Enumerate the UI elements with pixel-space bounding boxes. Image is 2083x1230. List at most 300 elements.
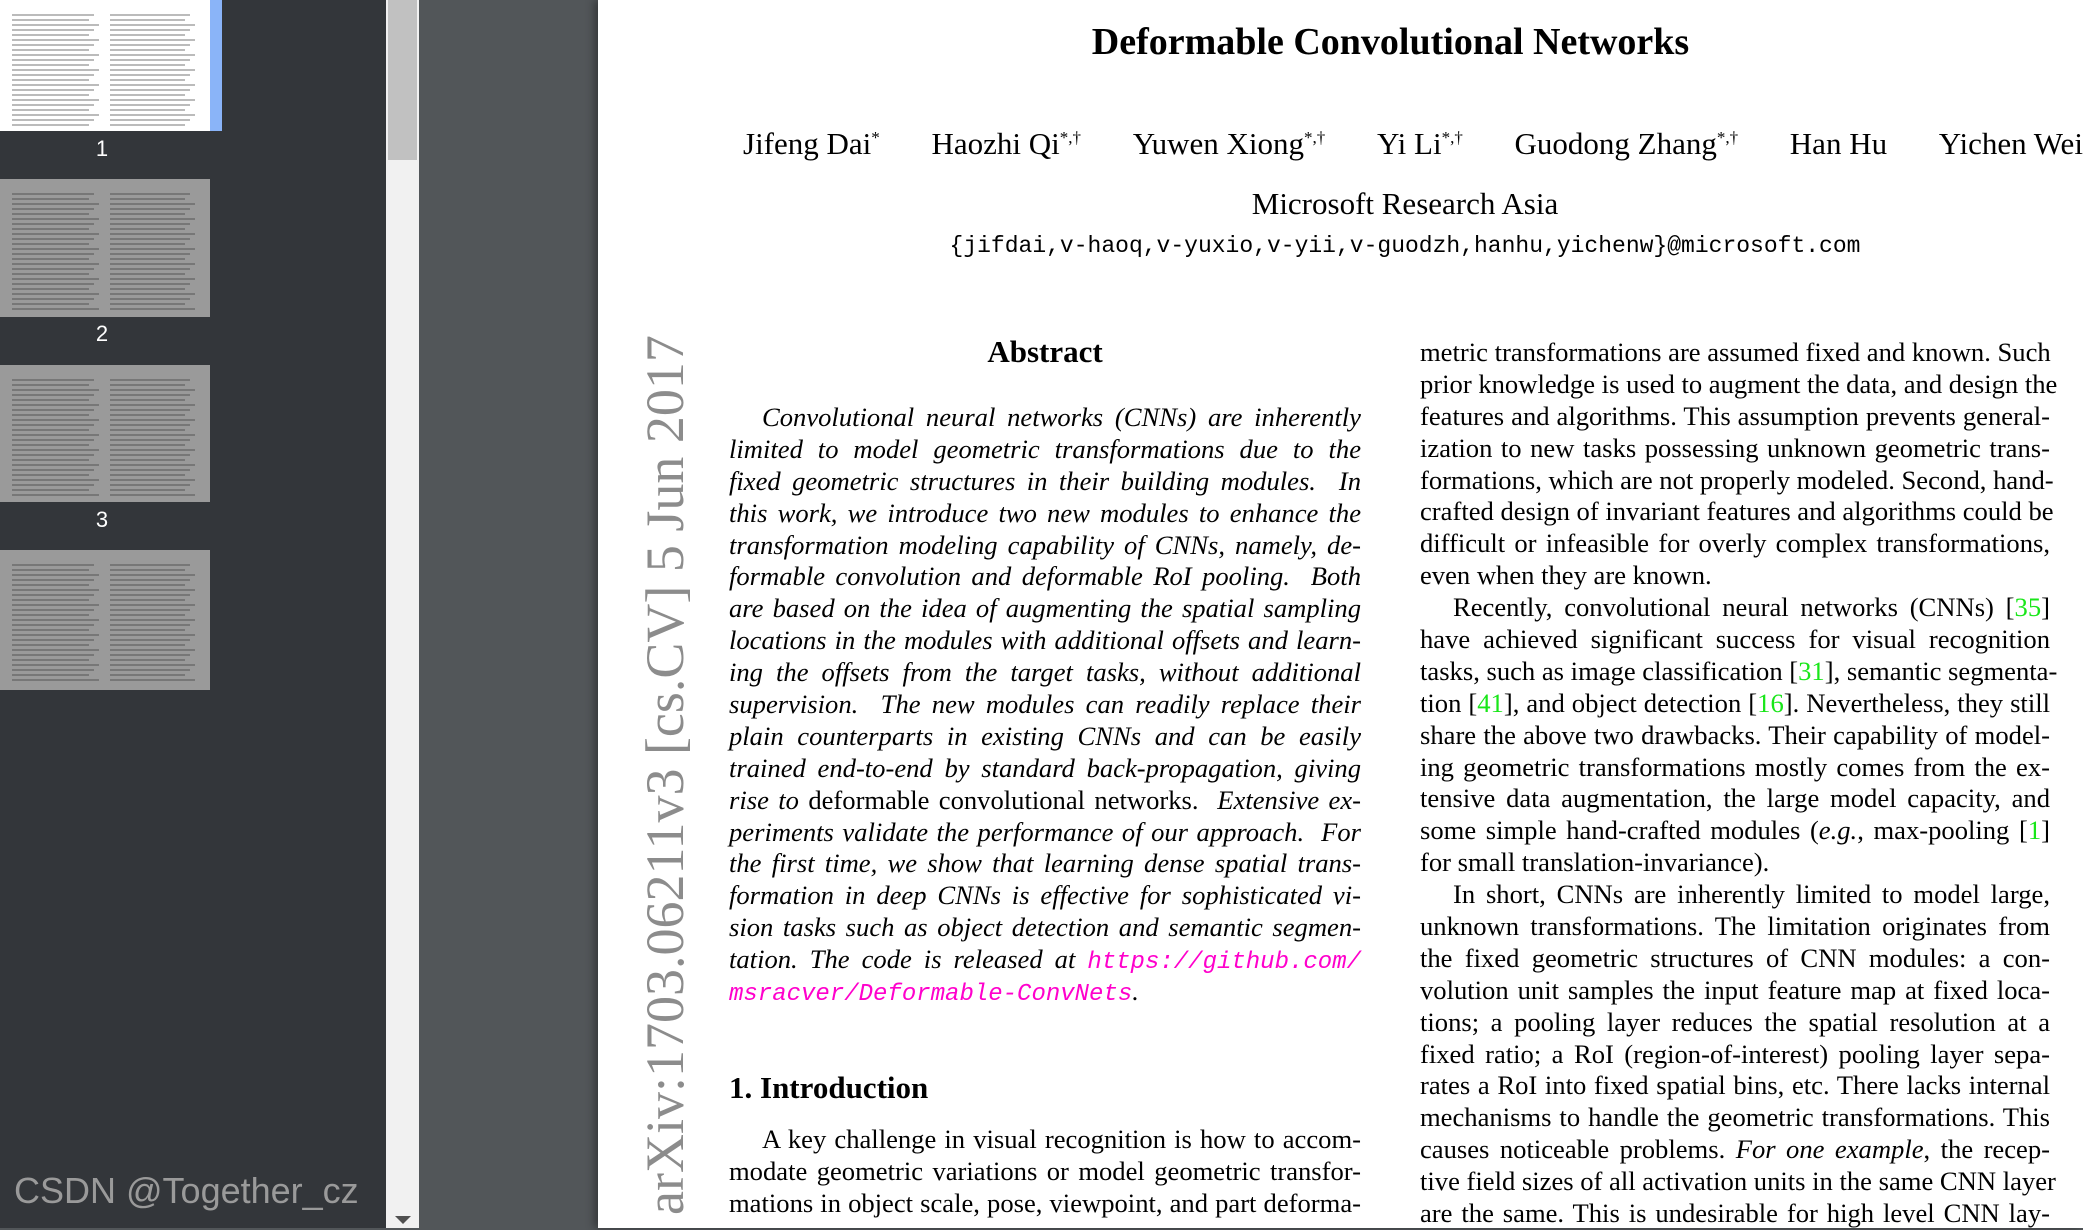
thumbnail-text-line xyxy=(110,379,190,381)
thumbnail-text-line xyxy=(12,228,89,230)
text-segment: supervision. The new modules can readily replace their xyxy=(729,689,1361,720)
text-segment: unknown transformations. The limitation originates from xyxy=(1420,911,2050,942)
thumbnail-text-line xyxy=(12,494,99,496)
author-name: Yuwen Xiong xyxy=(1132,126,1305,161)
thumbnail-text-line xyxy=(12,594,94,596)
thumbnail-text-line xyxy=(12,664,99,666)
watermark: CSDN @Together_cz xyxy=(14,1170,359,1211)
thumbnail-text-line xyxy=(110,213,185,215)
text-segment: ], and object detection [ xyxy=(1503,687,1758,718)
text-line xyxy=(1420,1007,2050,1039)
text-line xyxy=(1420,624,2050,656)
thumbnail-text-line xyxy=(110,223,190,225)
thumbnail-text-line xyxy=(110,64,185,66)
thumbnail-text-line xyxy=(12,208,94,210)
text-segment: ]. Nevertheless, they still xyxy=(1783,687,2050,718)
text-segment: fixed geometric structures in their building modules. In xyxy=(729,465,1361,496)
thumbnail-text-line xyxy=(12,629,89,631)
text-line xyxy=(729,657,1361,689)
text-line xyxy=(729,434,1361,466)
thumbnail-text-line xyxy=(12,119,94,121)
thumbnail-text-line xyxy=(12,218,99,220)
scrollbar-thumb[interactable] xyxy=(388,0,417,160)
thumbnail-text-line xyxy=(110,283,190,285)
thumbnail-text-line xyxy=(12,74,94,76)
thumbnail-text-line xyxy=(12,14,94,16)
text-segment: the first time, we show that learning dense spatial trans- xyxy=(729,848,1361,879)
thumbnail-text-line xyxy=(12,84,99,86)
thumbnail-text-line xyxy=(12,489,89,491)
thumbnail-text-line xyxy=(110,119,190,121)
text-segment: tensive data augmentation, the large model capacity, and xyxy=(1420,783,2050,814)
author-affiliation-mark: *,† xyxy=(1441,127,1463,147)
text-line xyxy=(729,721,1361,753)
thumbnail-text-line xyxy=(12,674,89,676)
thumbnail-text-line xyxy=(110,384,185,386)
thumbnail-text-line xyxy=(110,429,185,431)
thumbnail-text-line xyxy=(12,293,99,295)
text-line xyxy=(1420,879,2050,911)
code-url-link[interactable]: https://github.com/ xyxy=(1087,949,1361,977)
text-line xyxy=(729,1124,1361,1156)
thumbnail-text-line xyxy=(12,659,89,661)
text-segment: Extensive ex- xyxy=(1198,784,1362,815)
thumbnail-text-line xyxy=(110,409,190,411)
thumbnail-text-line xyxy=(12,39,99,41)
thumbnail-text-line xyxy=(12,579,94,581)
text-line xyxy=(1420,1166,2056,1198)
text-line xyxy=(1420,1070,2050,1102)
text-segment: mations in object scale, pose, viewpoint, and part deforma- xyxy=(729,1187,1361,1218)
thumbnail-text-line xyxy=(12,419,99,421)
text-segment: periments validate the performance of our approach. For xyxy=(729,816,1361,847)
thumbnail-text-line xyxy=(12,109,89,111)
thumbnail-text-line xyxy=(110,84,195,86)
thumbnail-text-line xyxy=(110,44,190,46)
thumbnail-text-line xyxy=(110,629,185,631)
thumbnail-text-line xyxy=(110,24,195,26)
thumbnail-text-line xyxy=(12,59,94,61)
text-line xyxy=(729,1188,1361,1220)
thumbnail-text-line xyxy=(110,308,195,310)
thumbnail-text-line xyxy=(110,253,190,255)
text-line xyxy=(729,912,1361,944)
text-line xyxy=(1420,815,2050,847)
thumbnail-text-line xyxy=(110,464,195,466)
thumbnail-text-line xyxy=(110,208,190,210)
author-emails: {jifdai,v-haoq,v-yuxio,v-yii,v-guodzh,hanhu,yichenw}@microsoft.com xyxy=(949,233,1861,259)
thumbnail-text-line xyxy=(110,114,195,116)
thumbnail-text-line xyxy=(12,459,89,461)
thumbnail-text-line xyxy=(12,604,99,606)
thumbnail-text-line xyxy=(110,424,190,426)
text-segment: tion [ xyxy=(1420,687,1478,718)
thumbnail-text-line xyxy=(110,19,185,21)
page-thumbnail-3[interactable] xyxy=(0,365,210,502)
thumbnail-text-line xyxy=(110,124,185,126)
thumbnail-text-line xyxy=(110,574,195,576)
text-segment: features and algorithms. This assumption prevents general- xyxy=(1420,400,2050,431)
thumbnail-text-line xyxy=(110,659,185,661)
thumbnail-text-line xyxy=(12,439,94,441)
thumbnail-text-line xyxy=(110,34,185,36)
pdf-page xyxy=(598,0,2083,1228)
thumbnail-text-line xyxy=(12,614,89,616)
thumbnail-text-line xyxy=(12,278,99,280)
thumbnail-text-line xyxy=(12,283,94,285)
thumbnail-text-line xyxy=(12,104,94,106)
thumbnail-text-line xyxy=(12,569,89,571)
thumbnail-text-line xyxy=(12,54,99,56)
thumbnail-text-line xyxy=(110,644,185,646)
text-segment: prior knowledge is used to augment the data, and design the xyxy=(1420,368,2058,399)
thumbnail-text-line xyxy=(12,29,94,31)
thumbnail-text-line xyxy=(12,384,89,386)
abstract-heading: Abstract xyxy=(987,334,1103,369)
thumbnail-text-line xyxy=(12,639,94,641)
text-line xyxy=(1420,592,2050,624)
text-segment: are based on the idea of augmenting the spatial sampling xyxy=(729,593,1361,624)
text-segment: tive field sizes of all activation units in the same CNN layer xyxy=(1420,1166,2056,1197)
thumbnail-text-line xyxy=(110,479,195,481)
thumbnail-text-line xyxy=(110,439,190,441)
author-name: Jifeng Dai xyxy=(743,126,872,161)
thumbnail-text-line xyxy=(110,278,195,280)
citation-link[interactable]: 31 xyxy=(1798,655,1825,686)
thumbnail-text-line xyxy=(110,258,185,260)
thumbnail-text-line xyxy=(12,389,99,391)
thumbnail-text-line xyxy=(12,414,89,416)
thumbnail-text-line xyxy=(12,624,94,626)
sidebar-scrollbar[interactable] xyxy=(386,0,419,1228)
thumbnail-text-line xyxy=(110,14,190,16)
citation-link[interactable]: 16 xyxy=(1757,687,1784,718)
thumbnail-text-line xyxy=(12,469,94,471)
thumbnail-text-line xyxy=(110,288,185,290)
text-segment: Recently, convolutional neural networks (CNNs) [ xyxy=(1453,592,2015,623)
thumbnail-text-line xyxy=(110,604,195,606)
thumbnail-text-line xyxy=(110,89,190,91)
text-line xyxy=(1420,401,2050,433)
thumbnail-text-line xyxy=(12,474,89,476)
author-name: Guodong Zhang xyxy=(1514,126,1717,161)
thumbnail-text-line xyxy=(110,389,195,391)
thumbnail-text-line xyxy=(110,609,190,611)
text-segment: deformable convolutional networks. xyxy=(808,784,1199,815)
thumbnail-text-line xyxy=(110,474,185,476)
author-list xyxy=(743,126,2083,162)
thumbnail-text-line xyxy=(110,494,195,496)
thumbnail-text-line xyxy=(110,69,195,71)
thumbnail-text-line xyxy=(110,469,190,471)
thumbnail-text-line xyxy=(110,39,195,41)
text-line xyxy=(729,402,1361,434)
text-line xyxy=(729,625,1361,657)
thumbnail-text-line xyxy=(12,444,89,446)
introduction-heading: 1. Introduction xyxy=(729,1070,929,1105)
thumbnail-text-line xyxy=(110,414,185,416)
thumbnail-text-line xyxy=(12,634,99,636)
thumbnail-text-line xyxy=(110,489,185,491)
author-name: Haozhi Qi xyxy=(931,126,1060,161)
thumbnail-text-line xyxy=(12,619,99,621)
text-segment: e.g. xyxy=(1818,815,1858,846)
text-segment: difficult or infeasible for overly complex transformations, xyxy=(1420,528,2050,559)
author xyxy=(1377,126,1463,162)
text-line xyxy=(1420,911,2050,943)
text-segment: ], semantic segmenta- xyxy=(1824,655,2058,686)
thumbnail-text-line xyxy=(110,634,195,636)
thumbnail-text-line xyxy=(110,639,190,641)
text-segment: for small translation-invariance). xyxy=(1420,847,1770,878)
thumbnail-text-line xyxy=(110,404,195,406)
thumbnail-text-line xyxy=(12,243,89,245)
text-line xyxy=(1420,464,2054,497)
thumbnail-text-line xyxy=(110,109,185,111)
author-name: Yichen Wei xyxy=(1938,126,2083,161)
text-line xyxy=(1420,975,2050,1007)
text-segment: ] xyxy=(2041,815,2050,846)
text-segment: are the same. This is undesirable for high level CNN lay- xyxy=(1420,1198,2050,1229)
thumbnail-text-line xyxy=(110,589,195,591)
text-segment: the fixed geometric structures of CNN modules: a con- xyxy=(1420,942,2050,973)
thumbnail-text-line xyxy=(12,449,99,451)
text-line xyxy=(729,817,1361,849)
thumbnail-text-line xyxy=(110,394,190,396)
thumbnail-text-line xyxy=(12,69,99,71)
thumbnail-text-line xyxy=(12,584,89,586)
thumbnail-text-line xyxy=(110,654,190,656)
thumbnail-text-line xyxy=(110,263,195,265)
thumbnail-text-line xyxy=(110,624,190,626)
text-line xyxy=(729,848,1361,880)
text-segment: trained end-to-end by standard back-propagation, giving xyxy=(729,752,1361,783)
paper-title: Deformable Convolutional Networks xyxy=(1091,21,1690,63)
thumbnail-text-line xyxy=(110,649,195,651)
text-segment: tation. The code is released at xyxy=(729,944,1088,975)
text-segment: ] xyxy=(2041,592,2050,623)
thumbnail-text-line xyxy=(12,589,99,591)
citation-link[interactable]: 1 xyxy=(2027,815,2042,846)
thumbnail-text-line xyxy=(110,193,190,195)
thumbnail-text-line xyxy=(110,228,185,230)
arxiv-stamp: arXiv:1703.06211v3 [cs.CV] 5 Jun 2017 xyxy=(635,335,695,1215)
text-segment: transformation modeling capability of CNNs, namely, de- xyxy=(729,529,1361,560)
text-line xyxy=(729,498,1361,530)
thumbnail-text-line xyxy=(110,99,195,101)
thumbnail-text-line xyxy=(110,29,190,31)
text-segment: rise to xyxy=(729,784,809,815)
thumbnail-text-line xyxy=(12,454,94,456)
thumbnail-text-line xyxy=(110,104,190,106)
code-url-link[interactable]: msracver/Deformable-ConvNets xyxy=(729,981,1133,1009)
text-line xyxy=(1420,337,2050,369)
thumbnail-text-line xyxy=(12,64,89,66)
thumbnail-text-line xyxy=(12,574,99,576)
thumbnail-text-line xyxy=(12,19,89,21)
thumbnail-text-line xyxy=(12,679,99,681)
thumbnail-text-line xyxy=(12,268,94,270)
text-line xyxy=(729,880,1361,912)
thumbnail-text-line xyxy=(12,409,94,411)
text-segment: locations in the modules with additional offsets and learn- xyxy=(729,625,1361,656)
text-line xyxy=(729,561,1361,593)
thumbnail-text-line xyxy=(110,268,190,270)
right-column-text xyxy=(1420,337,2058,1230)
thumbnail-text-line xyxy=(110,664,195,666)
thumbnail-text-line xyxy=(12,114,99,116)
thumbnail-text-line xyxy=(110,459,185,461)
thumbnail-text-line xyxy=(12,238,94,240)
thumbnail-text-line xyxy=(110,203,195,205)
text-segment: tions; a pooling layer reduces the spatial resolution at a xyxy=(1420,1006,2050,1037)
text-segment: tasks, such as image classification [ xyxy=(1420,655,1799,686)
thumbnail-text-line xyxy=(12,89,94,91)
author xyxy=(1133,126,1326,162)
text-line xyxy=(1420,655,2058,688)
thumbnail-text-line xyxy=(12,99,99,101)
text-segment: this work, we introduce two new modules to enhance the xyxy=(729,497,1361,528)
thumbnail-sidebar xyxy=(0,0,386,1228)
thumbnail-text-line xyxy=(12,394,94,396)
author-name: Yi Li xyxy=(1376,126,1442,161)
thumbnail-text-line xyxy=(12,203,99,205)
author xyxy=(1790,126,1887,162)
thumbnail-text-line xyxy=(12,263,99,265)
thumbnail-text-line xyxy=(12,404,99,406)
thumbnail-text-line xyxy=(110,94,185,96)
thumbnail-text-line xyxy=(110,444,185,446)
text-segment: , the recep- xyxy=(1923,1134,2050,1165)
text-line xyxy=(1420,688,2050,720)
text-segment: metric transformations are assumed fixed and known. Such xyxy=(1420,337,2051,367)
thumbnail-text-line xyxy=(12,609,94,611)
text-segment: ization to new tasks possessing unknown geometric trans- xyxy=(1420,432,2050,463)
introduction-text xyxy=(729,1124,1361,1220)
author xyxy=(1939,126,2083,162)
text-segment: even when they are known. xyxy=(1420,560,1712,591)
text-line xyxy=(729,785,1361,817)
thumbnail-text-line xyxy=(12,644,89,646)
thumbnail-text-line xyxy=(12,49,89,51)
text-segment: A key challenge in visual recognition is how to accom- xyxy=(762,1124,1361,1154)
thumbnail-text-line xyxy=(110,434,195,436)
thumbnail-text-line xyxy=(12,298,94,300)
thumbnail-text-line xyxy=(12,484,94,486)
thumbnail-text-line xyxy=(12,248,99,250)
author xyxy=(743,126,880,162)
scroll-down-arrow-icon[interactable] xyxy=(395,1216,411,1224)
thumbnail-text-line xyxy=(12,429,89,431)
thumbnail-text-line xyxy=(12,198,89,200)
thumbnail-text-line xyxy=(110,79,185,81)
abstract-text xyxy=(729,402,1361,1008)
thumbnail-text-line xyxy=(12,273,89,275)
text-line xyxy=(729,466,1361,498)
thumbnail-text-line xyxy=(110,218,195,220)
thumbnail-text-line xyxy=(110,614,185,616)
thumbnail-text-line xyxy=(110,399,185,401)
thumbnail-text-line xyxy=(110,298,190,300)
thumbnail-text-line xyxy=(110,74,190,76)
text-segment: formations, which are not properly modeled. Second, hand- xyxy=(1420,464,2054,495)
page-thumbnail-2[interactable] xyxy=(0,179,210,317)
author-affiliation-mark: * xyxy=(871,127,880,147)
thumbnail-text-line xyxy=(12,654,94,656)
text-segment: rates a RoI into fixed spatial bins, etc. There lacks internal xyxy=(1420,1070,2050,1101)
thumbnail-text-line xyxy=(110,564,190,566)
author-name: Han Hu xyxy=(1789,126,1888,161)
text-line xyxy=(729,689,1361,721)
text-segment: crafted design of invariant features and algorithms could be xyxy=(1420,496,2054,527)
text-segment: For one example xyxy=(1735,1134,1924,1165)
text-segment: , max-pooling [ xyxy=(1857,815,2028,846)
thumbnail-text-line xyxy=(110,674,185,676)
thumbnail-text-line xyxy=(12,213,89,215)
thumbnail-text-line xyxy=(12,399,89,401)
thumbnail-text-line xyxy=(12,258,89,260)
text-segment: plain counterparts in existing CNNs and can be easily xyxy=(729,720,1361,751)
text-line xyxy=(1420,1102,2050,1134)
text-segment: formation in deep CNNs is effective for sophisticated vi- xyxy=(729,880,1361,911)
text-segment: Convolutional neural networks (CNNs) are inherently xyxy=(762,402,1361,432)
text-line xyxy=(729,976,1361,1008)
text-line xyxy=(1420,1039,2050,1071)
text-segment: ing the offsets from the target tasks, without additional xyxy=(729,657,1361,688)
text-segment: causes noticeable problems. xyxy=(1420,1134,1736,1165)
thumbnail-text-line xyxy=(12,564,94,566)
page-number-2: 2 xyxy=(95,321,109,346)
thumbnail-text-line xyxy=(110,679,195,681)
text-line xyxy=(1420,1134,2050,1166)
thumbnail-text-line xyxy=(110,54,195,56)
text-segment: . xyxy=(1132,976,1139,1007)
thumbnail-text-line xyxy=(12,599,89,601)
thumbnail-text-line xyxy=(12,44,94,46)
thumbnail-text-line xyxy=(12,223,94,225)
thumbnail-text-line xyxy=(110,303,185,305)
thumbnail-text-line xyxy=(12,124,89,126)
text-line xyxy=(1420,752,2050,784)
text-line xyxy=(1420,720,2050,752)
text-segment: formable convolution and deformable RoI pooling. Both xyxy=(729,561,1361,592)
thumbnail-text-line xyxy=(12,233,99,235)
thumbnail-text-line xyxy=(12,379,94,381)
thumbnail-text-line xyxy=(110,59,190,61)
thumbnail-text-line xyxy=(110,248,195,250)
thumbnail-text-line xyxy=(110,594,190,596)
page-thumbnail-4[interactable] xyxy=(0,550,210,690)
citation-link[interactable]: 35 xyxy=(2014,592,2042,623)
thumbnail-text-line xyxy=(110,484,190,486)
text-line xyxy=(1420,433,2050,465)
thumbnail-text-line xyxy=(110,454,190,456)
thumbnail-text-line xyxy=(12,424,94,426)
thumbnail-text-line xyxy=(12,94,89,96)
text-segment: ing geometric transformations mostly comes from the ex- xyxy=(1420,751,2050,782)
thumbnail-text-line xyxy=(12,479,99,481)
thumbnail-text-line xyxy=(12,253,94,255)
citation-link[interactable]: 41 xyxy=(1477,687,1504,718)
page-number-3: 3 xyxy=(95,507,109,532)
text-segment: sion tasks such as object detection and semantic segmen- xyxy=(729,912,1361,943)
text-line xyxy=(729,944,1361,976)
thumbnail-text-line xyxy=(110,198,185,200)
text-line xyxy=(1420,496,2054,528)
author xyxy=(931,126,1081,162)
thumbnail-text-line xyxy=(110,449,195,451)
page-thumbnail-1[interactable] xyxy=(0,0,210,131)
